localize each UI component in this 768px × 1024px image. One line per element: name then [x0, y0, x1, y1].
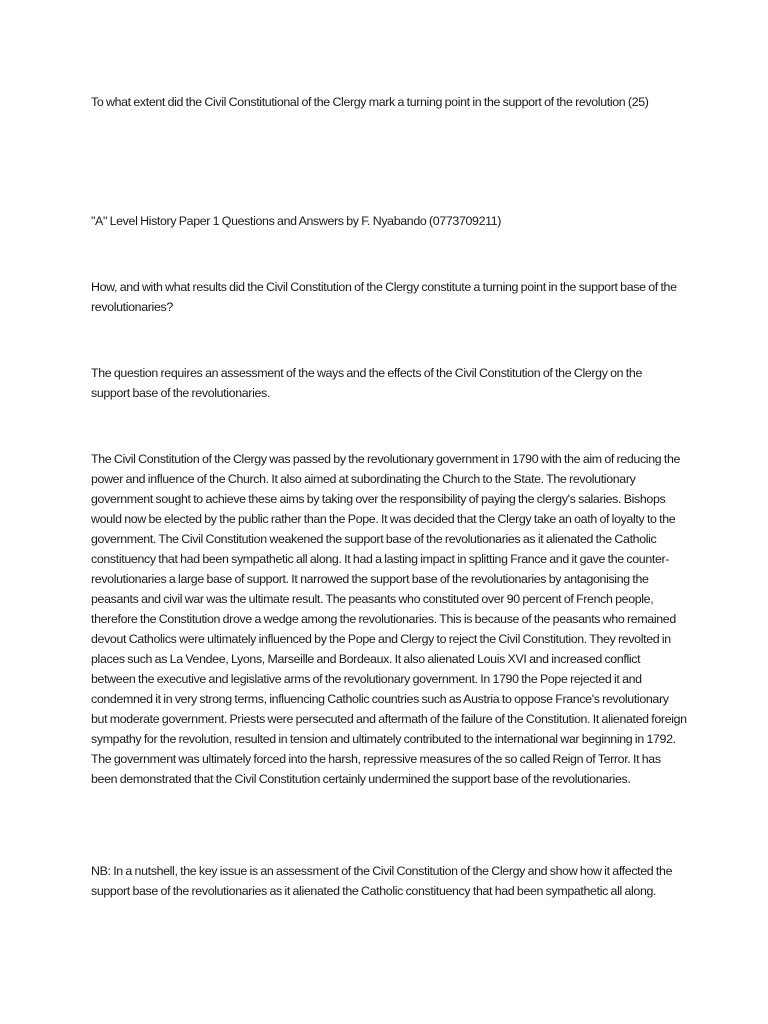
question-requirement: The question requires an assessment of the ways and the effects of the Civil Constitution of the Clergy on the support base of the revolutionaries.: [91, 366, 642, 400]
question-title: To what extent did the Civil Constitutional of the Clergy mark a turning point in the support of the revolution (25): [91, 95, 649, 109]
question-restatement: How, and with what results did the Civil Constitution of the Clergy constitute a turning point in the support base of the revolutionaries?: [91, 280, 677, 314]
nb-note: NB: In a nutshell, the key issue is an assessment of the Civil Constitution of the Clergy and show how it affected the support base of the revolutionaries as it alienated the Catholic constituency that had been sympathetic all along.: [91, 864, 673, 898]
answer-body: The Civil Constitution of the Clergy was passed by the revolutionary government in 1790 with the aim of reducing the power and influence of the Church. It also aimed at subordinating the Church to the State. The revolutionary government sought to achieve these aims by taking over the responsibility of paying the clergy's salaries. Bishops would now be elected by the public rather than the Pope. It was decided that the Clergy take an oath of loyalty to the government. The Civil Constitution weakened the support base of the revolutionaries as it alienated the Catholic constituency that had been sympathetic all along. It had a lasting impact in splitting France and it gave the counter-revolutionaries a large base of support. It narrowed the support base of the revolutionaries by antagonising the peasants and civil war was the ultimate result. The peasants who constituted over 90 percent of French people, therefore the Constitution drove a wedge among the revolutionaries. This is because of the peasants who remained devout Catholics were ultimately influenced by the Pope and Clergy to reject the Civil Constitution. They revolted in places such as La Vendee, Lyons, Marseille and Bordeaux. It also alienated Louis XVI and increased conflict between the executive and legislative arms of the revolutionary government. In 1790 the Pope rejected it and condemned it in very strong terms, influencing Catholic countries such as Austria to oppose France's revolutionary but moderate government. Priests were persecuted and aftermath of the failure of the Constitution. It alienated foreign sympathy for the revolution, resulted in tension and ultimately contributed to the international war beginning in 1792. The government was ultimately forced into the harsh, repressive measures of the so called Reign of Terror. It has been demonstrated that the Civil Constitution certainly undermined the support base of the revolutionaries.: [91, 452, 687, 786]
source-attribution: "A" Level History Paper 1 Questions and Answers by F. Nyabando (0773709211): [91, 214, 502, 228]
